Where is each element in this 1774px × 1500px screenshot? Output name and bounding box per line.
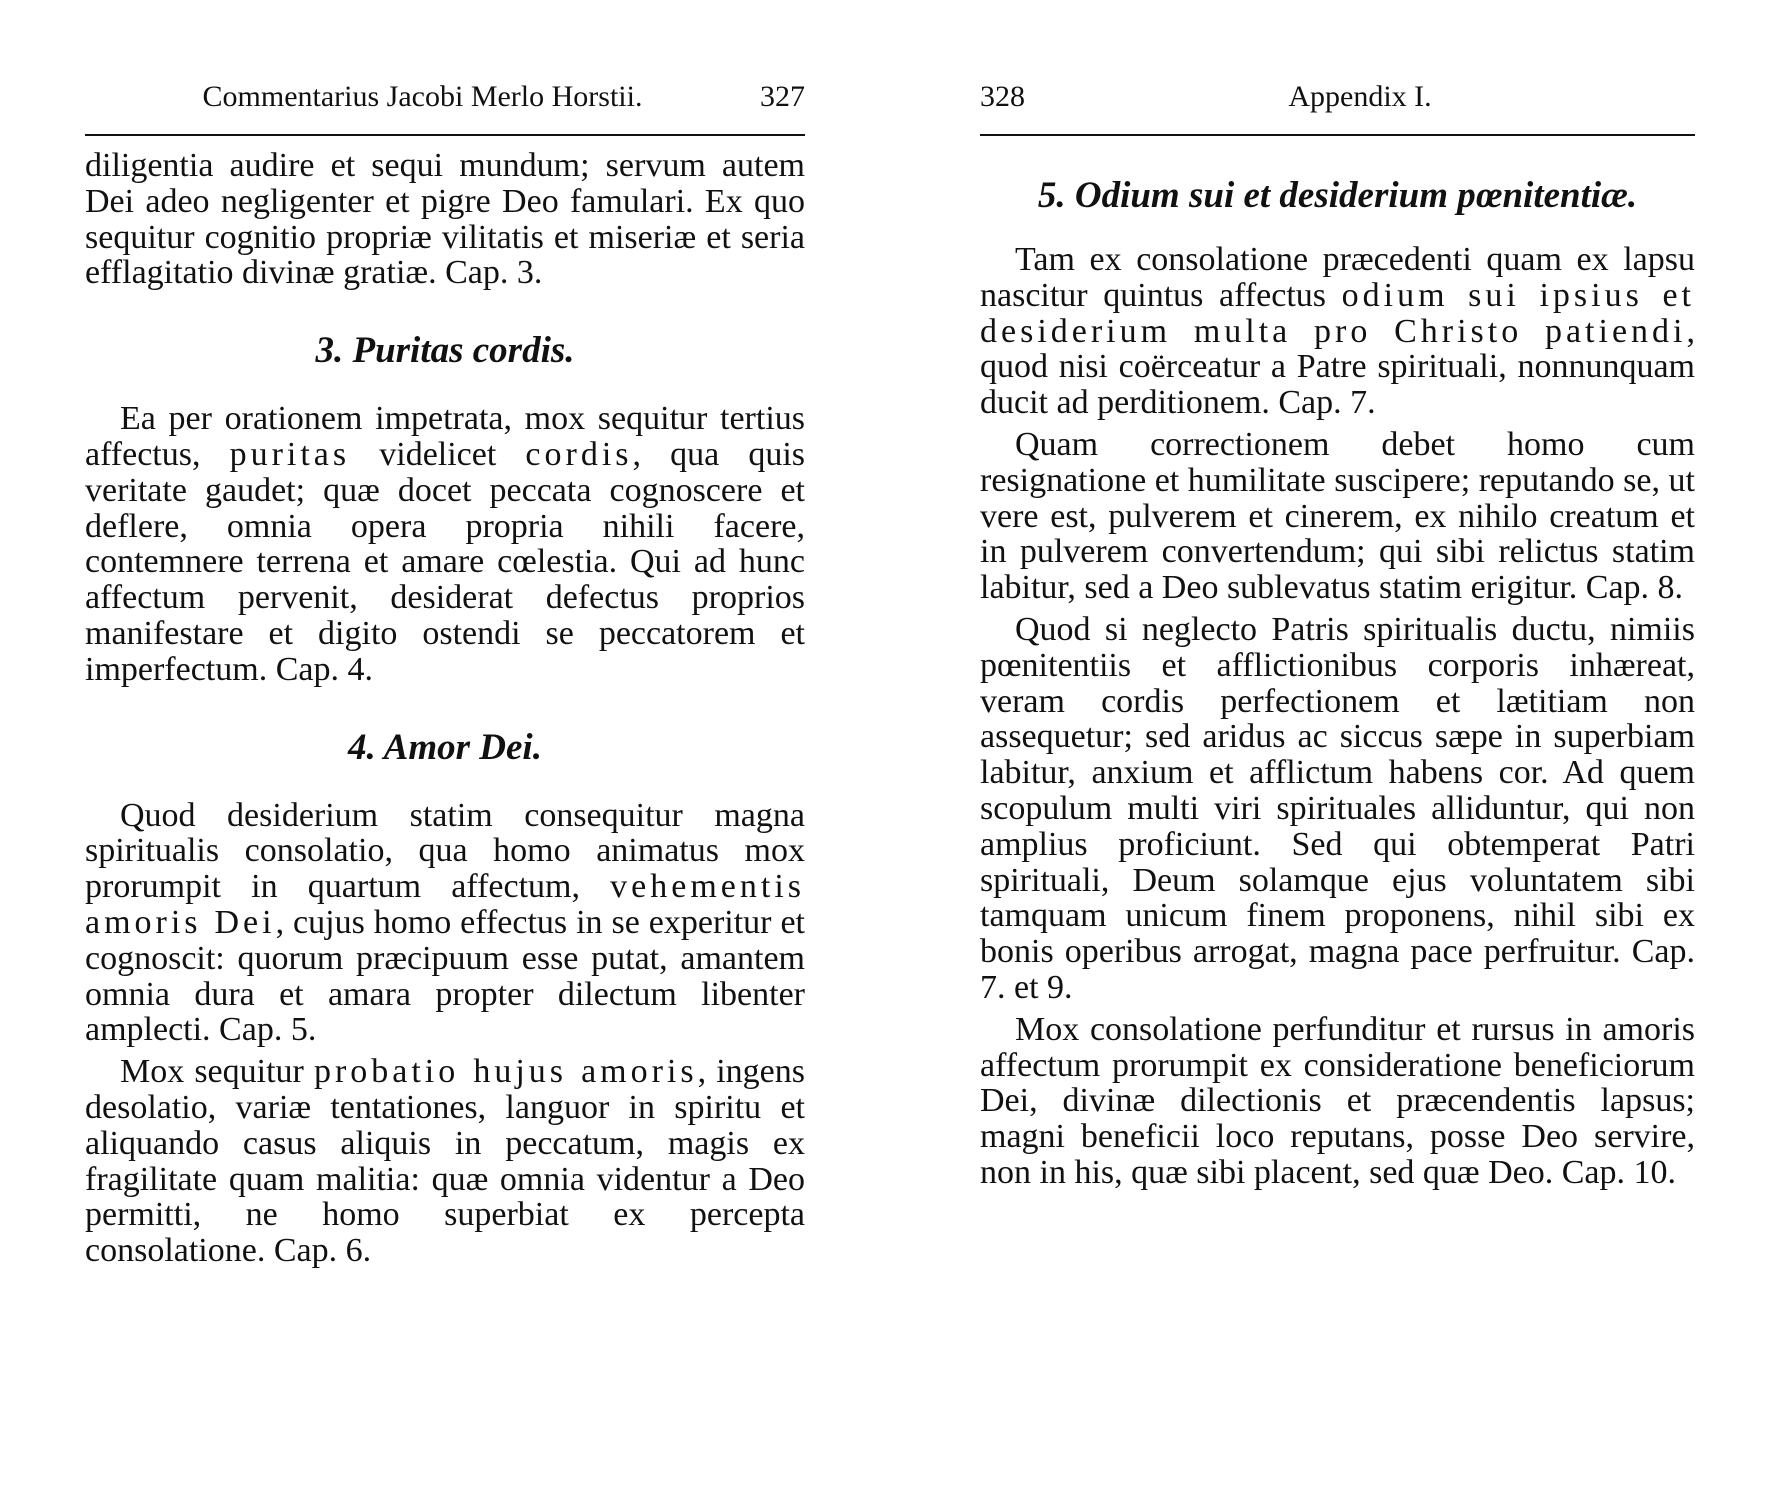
paragraph (85, 401, 805, 687)
running-head-title: Appendix I. (1288, 80, 1432, 113)
text-run: , quod nisi coërceatur a Patre spirituali, nonnunquam ducit ad perditionem. Cap. 7. (980, 312, 1695, 422)
text-run: , ingens desolatio, variæ tentationes, languor in spiritu et aliquando casus aliquis in peccatum, magis ex fragilitate quam malitia: quæ omnia videntur a Deo permitti, ne homo superbiat ex percepta consolatione. Cap. 6. (85, 1053, 805, 1270)
right-page (980, 80, 1695, 1191)
paragraph (85, 1054, 805, 1269)
text-run: Mox sequitur (120, 1053, 314, 1091)
continued-paragraph: diligentia audire et sequi mundum; servum autem Dei adeo negligenter et pigre Deo famulari. Ex quo sequitur cognitio propriæ vilitatis et miseriæ et seria efflagitatio divinæ gratiæ. Cap. 3. (85, 147, 805, 292)
spaced-text: cordis (525, 435, 633, 473)
spaced-text: probatio hujus amoris (313, 1053, 698, 1091)
page-number: 327 (760, 80, 805, 113)
page-body (980, 176, 1695, 1191)
text-run: Ea per orationem impetrata, mox sequitur tertius affectus, (85, 400, 805, 473)
paragraph: Quod si neglecto Patris spiritualis ductu, nimiis pœnitentiis et afflictionibus corporis inhæreat, veram cordis perfectionem et lætitiam non assequetur; sed aridus ac siccus sæpe in superbiam labitur, anxium et afflictum habens cor. Ad quem scopulum multi viri spirituales alliduntur, qui non amplius proficiunt. Sed qui obtemperat Patri spirituali, Deum solamque ejus voluntatem sibi tamquam unicum finem proponens, nihil sibi ex bonis operibus arrogat, magna pace perfruitur. Cap. 7. et 9. (980, 610, 1695, 1006)
page-number: 328 (980, 80, 1025, 113)
text-run: , qua quis veritate gaudet; quæ docet peccata cognoscere et deflere, omnia opera propria nihili facere, contemnere terrena et amare cœlestia. Qui ad hunc affectum pervenit, desiderat defectus proprios manifestare et digito ostendi se peccatorem et imperfectum. Cap. 4. (85, 435, 805, 688)
spaced-text: odium sui ipsius et desiderium multa pro Christo patiendi (980, 276, 1696, 350)
page-body (85, 148, 805, 1269)
text-run: videlicet (350, 435, 526, 473)
section-heading: 5. Odium sui et desiderium pœnitentiæ. (1037, 175, 1638, 216)
running-head (85, 80, 805, 120)
running-head-title: Commentarius Jacobi Merlo Horstii. (202, 80, 643, 113)
section-heading: 3. Puritas cordis. (315, 330, 575, 372)
text-run: , cujus homo effectus in se experitur et cognoscit: quorum præcipuum esse putat, amantem omnia dura et amara propter dilectum libenter amplecti. Cap. 5. (85, 903, 805, 1049)
running-head (980, 80, 1695, 120)
header-rule (980, 134, 1695, 136)
left-page (85, 80, 805, 1269)
paragraph (85, 798, 805, 1049)
text-run: Tam ex consolatione præcedenti quam ex lapsu nascitur quintus affectus (980, 241, 1695, 314)
spaced-text: puritas (229, 435, 351, 473)
paragraph: Quam correctionem debet homo cum resignatione et humilitate suscipere; reputando se, ut vere est, pulverem et cinerem, ex nihilo creatum et in pulverem convertendum; qui sibi relictus statim labitur, sed a Deo sublevatus statim erigitur. Cap. 8. (980, 425, 1695, 607)
header-rule (85, 134, 805, 136)
spaced-text: vehementis amoris Dei (85, 868, 805, 941)
paragraph (980, 242, 1695, 421)
paragraph: Mox consolatione perfunditur et rursus in amoris affectum prorumpit ex consideratione beneficiorum Dei, divinæ dilectionis et præcendentis lapsus; magni beneficii loco reputans, posse Deo servire, non in his, quæ sibi placent, sed quæ Deo. Cap. 10. (980, 1010, 1695, 1191)
section-heading: 4. Amor Dei. (348, 726, 542, 768)
text-run: Quod desiderium statim consequitur magna spiritualis consolatio, qua homo animatus mox prorumpit in quartum affectum, (85, 796, 805, 906)
